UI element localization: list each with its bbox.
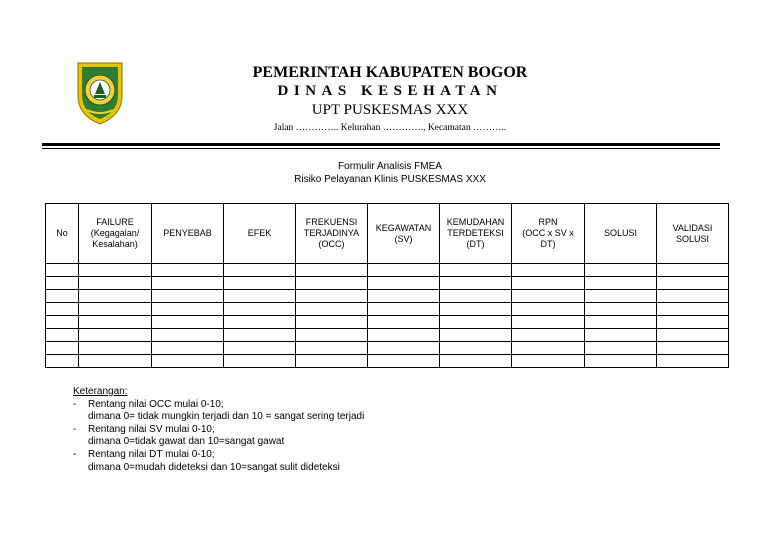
table-cell[interactable] — [296, 303, 368, 316]
table-cell[interactable] — [512, 290, 585, 303]
table-cell[interactable] — [152, 342, 224, 355]
table-header-row — [46, 204, 729, 264]
table-row — [46, 329, 729, 342]
table-cell[interactable] — [79, 277, 152, 290]
table-cell[interactable] — [440, 355, 512, 368]
table-cell[interactable] — [512, 277, 585, 290]
table-cell[interactable] — [585, 329, 657, 342]
form-subtitle: Risiko Pelayanan Klinis PUSKESMAS XXX — [294, 174, 486, 185]
table-cell[interactable] — [512, 303, 585, 316]
table-cell[interactable] — [585, 303, 657, 316]
table-cell[interactable] — [657, 277, 729, 290]
table-cell[interactable] — [224, 303, 296, 316]
table-cell[interactable] — [440, 277, 512, 290]
note-text: Rentang nilai SV mulai 0-10; — [88, 423, 215, 435]
table-cell[interactable] — [224, 329, 296, 342]
table-cell[interactable] — [46, 355, 79, 368]
note-dash: - — [73, 423, 77, 435]
form-title: Formulir Analisis FMEA — [338, 161, 442, 172]
table-cell[interactable] — [657, 303, 729, 316]
col-header-penyebab: PENYEBAB — [152, 204, 224, 264]
table-row — [46, 264, 729, 277]
table-row — [46, 290, 729, 303]
table-cell[interactable] — [368, 355, 440, 368]
table-cell[interactable] — [79, 355, 152, 368]
table-cell[interactable] — [296, 316, 368, 329]
table-row — [46, 355, 729, 368]
table-cell[interactable] — [224, 277, 296, 290]
table-cell[interactable] — [585, 342, 657, 355]
col-header-frekuensi: FREKUENSI TERJADINYA (OCC) — [296, 204, 368, 264]
table-cell[interactable] — [46, 329, 79, 342]
table-cell[interactable] — [512, 329, 585, 342]
fmea-table — [45, 203, 729, 368]
table-cell[interactable] — [46, 303, 79, 316]
table-cell[interactable] — [368, 329, 440, 342]
table-cell[interactable] — [512, 342, 585, 355]
table-cell[interactable] — [368, 342, 440, 355]
table-cell[interactable] — [512, 264, 585, 277]
table-cell[interactable] — [46, 290, 79, 303]
col-header-validasi: VALIDASI SOLUSI — [657, 204, 729, 264]
table-row — [46, 303, 729, 316]
table-cell[interactable] — [152, 355, 224, 368]
table-cell[interactable] — [152, 290, 224, 303]
table-cell[interactable] — [46, 277, 79, 290]
table-cell[interactable] — [296, 329, 368, 342]
table-cell[interactable] — [585, 355, 657, 368]
header-agency-title: DINAS KESEHATAN — [277, 83, 503, 99]
table-cell[interactable] — [296, 355, 368, 368]
table-cell[interactable] — [296, 264, 368, 277]
table-cell[interactable] — [657, 316, 729, 329]
table-cell[interactable] — [657, 264, 729, 277]
table-cell[interactable] — [296, 342, 368, 355]
col-header-efek: EFEK — [224, 204, 296, 264]
table-cell[interactable] — [512, 316, 585, 329]
table-cell[interactable] — [224, 290, 296, 303]
table-cell[interactable] — [440, 303, 512, 316]
table-cell[interactable] — [368, 277, 440, 290]
table-cell[interactable] — [79, 303, 152, 316]
table-cell[interactable] — [585, 316, 657, 329]
table-cell[interactable] — [657, 329, 729, 342]
table-row — [46, 342, 729, 355]
table-row — [46, 316, 729, 329]
table-cell[interactable] — [296, 290, 368, 303]
table-cell[interactable] — [224, 355, 296, 368]
table-cell[interactable] — [152, 316, 224, 329]
kabupaten-bogor-emblem-icon — [75, 60, 125, 126]
note-dash: - — [73, 398, 77, 410]
table-cell[interactable] — [440, 264, 512, 277]
table-cell[interactable] — [368, 290, 440, 303]
note-text: Rentang nilai OCC mulai 0-10; — [88, 398, 224, 410]
table-cell[interactable] — [657, 355, 729, 368]
table-cell[interactable] — [79, 290, 152, 303]
notes-heading: Keterangan: — [73, 386, 128, 397]
col-header-kemudahan: KEMUDAHAN TERDETEKSI (DT) — [440, 204, 512, 264]
table-cell[interactable] — [368, 264, 440, 277]
col-header-kegawatan: KEGAWATAN (SV) — [368, 204, 440, 264]
table-cell[interactable] — [46, 342, 79, 355]
table-cell[interactable] — [657, 342, 729, 355]
col-header-solusi: SOLUSI — [585, 204, 657, 264]
table-cell[interactable] — [152, 277, 224, 290]
table-cell[interactable] — [46, 316, 79, 329]
note-item — [73, 399, 364, 424]
table-cell[interactable] — [224, 316, 296, 329]
note-detail: dimana 0= tidak mungkin terjadi dan 10 = sangat sering terjadi — [88, 411, 365, 423]
header-government-title: PEMERINTAH KABUPATEN BOGOR — [252, 64, 528, 81]
table-cell[interactable] — [585, 264, 657, 277]
table-cell[interactable] — [152, 329, 224, 342]
note-detail: dimana 0=tidak gawat dan 10=sangat gawat — [88, 436, 285, 448]
table-cell[interactable] — [296, 277, 368, 290]
header-divider-thick — [42, 143, 720, 146]
table-cell[interactable] — [224, 342, 296, 355]
table-cell[interactable] — [440, 290, 512, 303]
col-header-rpn: RPN (OCC x SV x DT) — [512, 204, 585, 264]
table-cell[interactable] — [152, 303, 224, 316]
header-address: Jalan ………….. Kelurahan …………., Kecamatan ……….. — [273, 123, 507, 133]
note-text: Rentang nilai DT mulai 0-10; — [88, 448, 215, 460]
table-cell[interactable] — [512, 355, 585, 368]
table-cell[interactable] — [79, 329, 152, 342]
note-dash: - — [73, 448, 77, 460]
table-cell[interactable] — [440, 329, 512, 342]
table-cell[interactable] — [585, 290, 657, 303]
fmea-table-body — [46, 264, 729, 368]
table-cell[interactable] — [440, 342, 512, 355]
col-header-failure: FAILURE (Kegagalan/ Kesalahan) — [79, 204, 152, 264]
note-item — [73, 424, 364, 449]
table-cell[interactable] — [79, 264, 152, 277]
table-cell[interactable] — [368, 316, 440, 329]
table-cell[interactable] — [79, 342, 152, 355]
table-cell[interactable] — [440, 316, 512, 329]
table-cell[interactable] — [46, 264, 79, 277]
table-cell[interactable] — [585, 277, 657, 290]
table-cell[interactable] — [79, 316, 152, 329]
note-detail: dimana 0=mudah dideteksi dan 10=sangat sulit dideteksi — [88, 461, 340, 473]
table-cell[interactable] — [224, 264, 296, 277]
table-cell[interactable] — [657, 290, 729, 303]
notes-section — [73, 386, 364, 474]
header-divider-thin — [42, 148, 720, 149]
table-cell[interactable] — [152, 264, 224, 277]
table-cell[interactable] — [368, 303, 440, 316]
table-row — [46, 277, 729, 290]
note-item — [73, 449, 364, 474]
col-header-no: No — [46, 204, 79, 264]
header-unit-title: UPT PUSKESMAS XXX — [311, 102, 469, 118]
